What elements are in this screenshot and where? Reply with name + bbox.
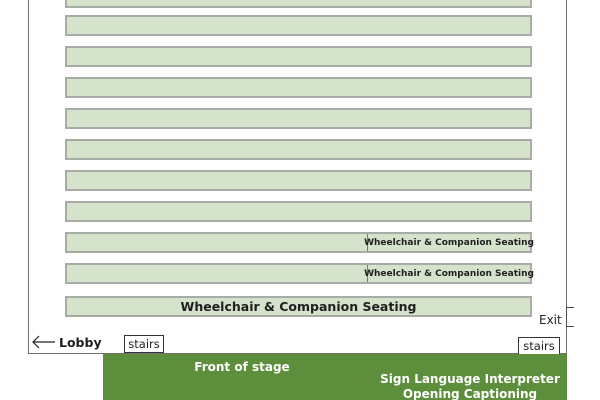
lobby-label: Lobby [59,334,102,350]
lobby-direction [31,333,102,351]
seating-row [65,296,532,317]
stage-title: Front of stage [194,360,290,374]
stage [103,354,567,400]
exit-marker [566,307,574,327]
exit-label: Exit [539,313,562,327]
seating-row [65,46,532,67]
seating-row [65,108,532,129]
seating-row [65,77,532,98]
seating-row [65,170,532,191]
stairs-left-label: stairs [124,335,164,353]
seating-row [65,263,532,284]
wheelchair-seating-label: Wheelchair & Companion Seating [367,234,530,251]
interpreter-note: Sign Language Interpreter [380,372,560,386]
wheelchair-seating-label: Wheelchair & Companion Seating [367,265,530,282]
arrow-left-icon [31,335,55,349]
captioning-note: Opening Captioning [402,387,538,400]
wheelchair-seating-label: Wheelchair & Companion Seating [180,299,417,314]
seating-row [65,232,532,253]
stairs-right-label: stairs [518,337,560,355]
seating-row [65,15,532,36]
seating-row [65,201,532,222]
seating-row [65,0,532,8]
seating-row [65,139,532,160]
